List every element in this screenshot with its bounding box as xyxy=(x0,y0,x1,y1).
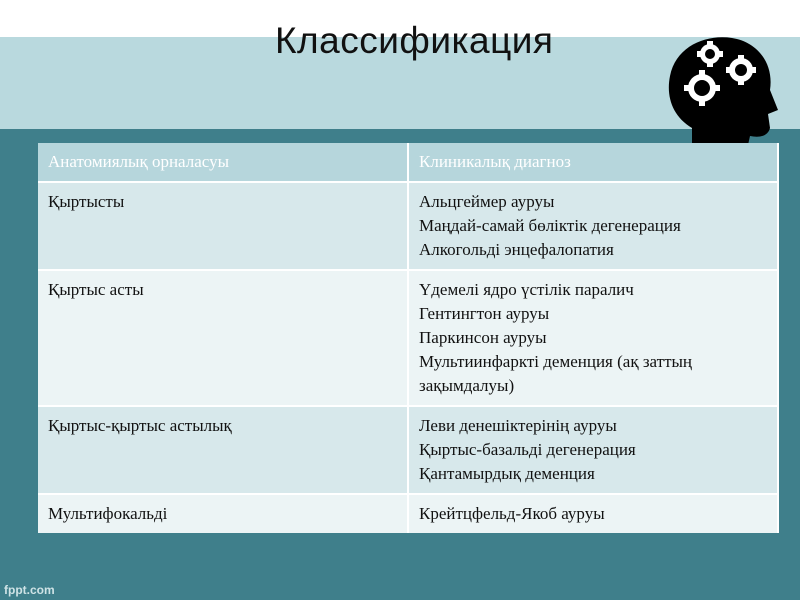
table-row xyxy=(38,270,778,406)
watermark: fppt.com xyxy=(4,583,55,597)
diagnosis-item: Мультиинфарктi деменция (ақ заттың зақымдалуы) xyxy=(419,352,693,395)
diagnosis-item: Альцгеймер ауруы xyxy=(419,192,555,211)
diagnosis-item: Маңдай-самай бөліктік дегенерация xyxy=(419,216,681,235)
location-cell: Қыртыс-қыртыс астылық xyxy=(38,406,408,494)
diagnosis-cell xyxy=(408,406,778,494)
diagnosis-cell xyxy=(408,270,778,406)
table-header-row xyxy=(38,143,778,182)
table-row xyxy=(38,182,778,270)
classification-table xyxy=(38,143,779,533)
diagnosis-item: Үдемелі ядро үстілік паралич xyxy=(419,280,634,299)
table-row xyxy=(38,494,778,533)
column-header-location: Анатомиялық орналасуы xyxy=(38,143,408,182)
column-header-diagnosis: Клиникалық диагноз xyxy=(408,143,778,182)
diagnosis-item: Гентингтон ауруы xyxy=(419,304,550,323)
location-cell: Қыртыс асты xyxy=(38,270,408,406)
diagnosis-cell xyxy=(408,182,778,270)
diagnosis-item: Алкогольді энцефалопатия xyxy=(419,240,614,259)
diagnosis-item: Леви денешіктерінің ауруы xyxy=(419,416,617,435)
diagnosis-item: Қыртыс-базальді дегенерация xyxy=(419,440,636,459)
diagnosis-item: Қантамырдық деменция xyxy=(419,464,595,483)
page-title: Классификация xyxy=(275,20,554,61)
location-cell: Қыртысты xyxy=(38,182,408,270)
location-cell: Мультифокальді xyxy=(38,494,408,533)
diagnosis-item: Крейтцфельд-Якоб ауруы xyxy=(419,504,605,523)
table-row xyxy=(38,406,778,494)
head-with-gears-icon xyxy=(662,30,780,160)
diagnosis-item: Паркинсон ауруы xyxy=(419,328,547,347)
diagnosis-cell xyxy=(408,494,778,533)
